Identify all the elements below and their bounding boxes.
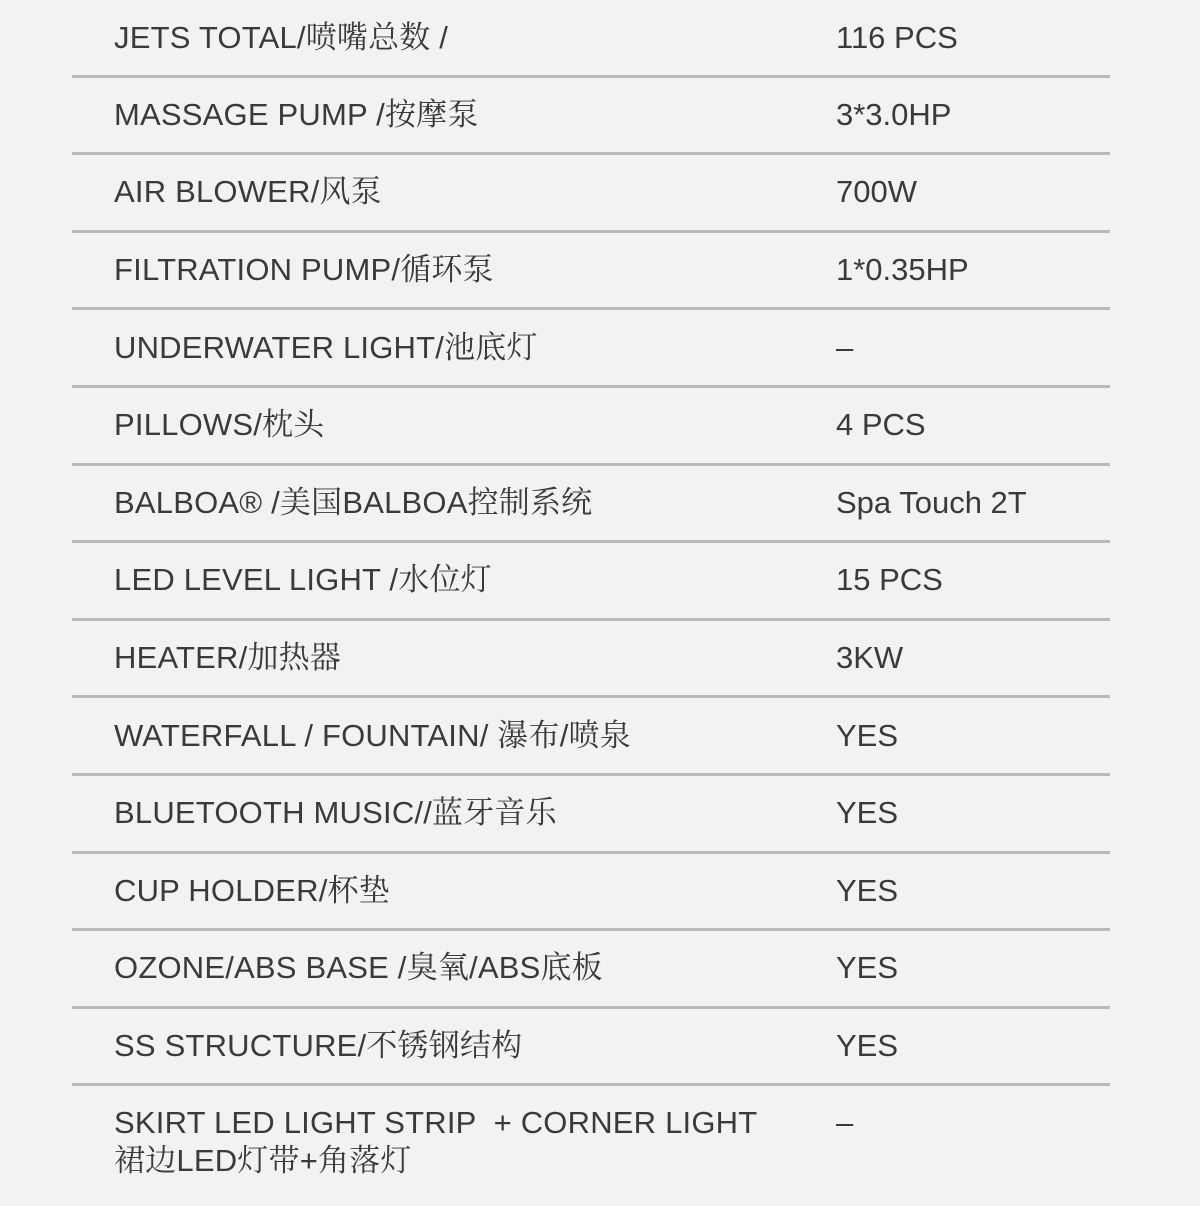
spec-row-air-blower bbox=[72, 155, 1110, 233]
spec-row-led-level-light bbox=[72, 543, 1110, 621]
spec-label: FILTRATION PUMP/循环泵 bbox=[114, 252, 494, 288]
spec-label: WATERFALL / FOUNTAIN/ 瀑布/喷泉 bbox=[114, 717, 631, 753]
spec-row-ozone-abs-base bbox=[72, 931, 1110, 1009]
spec-value: YES bbox=[836, 950, 899, 986]
spec-value: – bbox=[836, 1105, 854, 1141]
spec-label: UNDERWATER LIGHT/池底灯 bbox=[114, 329, 538, 365]
spec-value: 700W bbox=[836, 174, 917, 210]
spec-label: OZONE/ABS BASE /臭氧/ABS底板 bbox=[114, 950, 603, 986]
spec-row-pillows bbox=[72, 388, 1110, 466]
spec-value: YES bbox=[836, 717, 899, 753]
spec-value: YES bbox=[836, 795, 899, 831]
spec-value: – bbox=[836, 329, 854, 365]
spec-row-ss-structure bbox=[72, 1009, 1110, 1087]
spec-label: HEATER/加热器 bbox=[114, 640, 342, 676]
spec-row-balboa bbox=[72, 466, 1110, 544]
spec-row-filtration-pump bbox=[72, 233, 1110, 311]
spec-label: CUP HOLDER/杯垫 bbox=[114, 872, 390, 908]
spec-row-heater bbox=[72, 621, 1110, 699]
spec-table bbox=[72, 0, 1110, 1206]
spec-row-bluetooth-music bbox=[72, 776, 1110, 854]
spec-value: 3*3.0HP bbox=[836, 96, 952, 132]
spec-value: YES bbox=[836, 1028, 899, 1064]
spec-label: AIR BLOWER/风泵 bbox=[114, 174, 382, 210]
spec-value: 1*0.35HP bbox=[836, 252, 969, 288]
spec-value: 15 PCS bbox=[836, 562, 943, 598]
spec-value: 3KW bbox=[836, 640, 904, 676]
spec-label: SS STRUCTURE/不锈钢结构 bbox=[114, 1028, 523, 1064]
spec-value: 4 PCS bbox=[836, 407, 926, 443]
spec-label: JETS TOTAL/喷嘴总数 / bbox=[114, 20, 449, 55]
spec-row-skirt-led-light bbox=[72, 1086, 1110, 1206]
spec-label: MASSAGE PUMP /按摩泵 bbox=[114, 96, 479, 132]
spec-label: SKIRT LED LIGHT STRIP + CORNER LIGHT 裙边LED灯带+角落灯 bbox=[114, 1105, 758, 1179]
spec-row-jets-total bbox=[72, 0, 1110, 78]
spec-row-waterfall bbox=[72, 698, 1110, 776]
spec-label: BLUETOOTH MUSIC//蓝牙音乐 bbox=[114, 795, 557, 831]
spec-row-underwater-light bbox=[72, 310, 1110, 388]
spec-label: PILLOWS/枕头 bbox=[114, 407, 325, 443]
spec-value: Spa Touch 2T bbox=[836, 484, 1027, 520]
spec-value: YES bbox=[836, 872, 899, 908]
spec-label: BALBOA® /美国BALBOA控制系统 bbox=[114, 484, 593, 520]
spec-label: LED LEVEL LIGHT /水位灯 bbox=[114, 562, 492, 598]
spec-value: 116 PCS bbox=[836, 20, 958, 55]
spec-row-cup-holder bbox=[72, 854, 1110, 932]
spec-row-massage-pump bbox=[72, 78, 1110, 156]
